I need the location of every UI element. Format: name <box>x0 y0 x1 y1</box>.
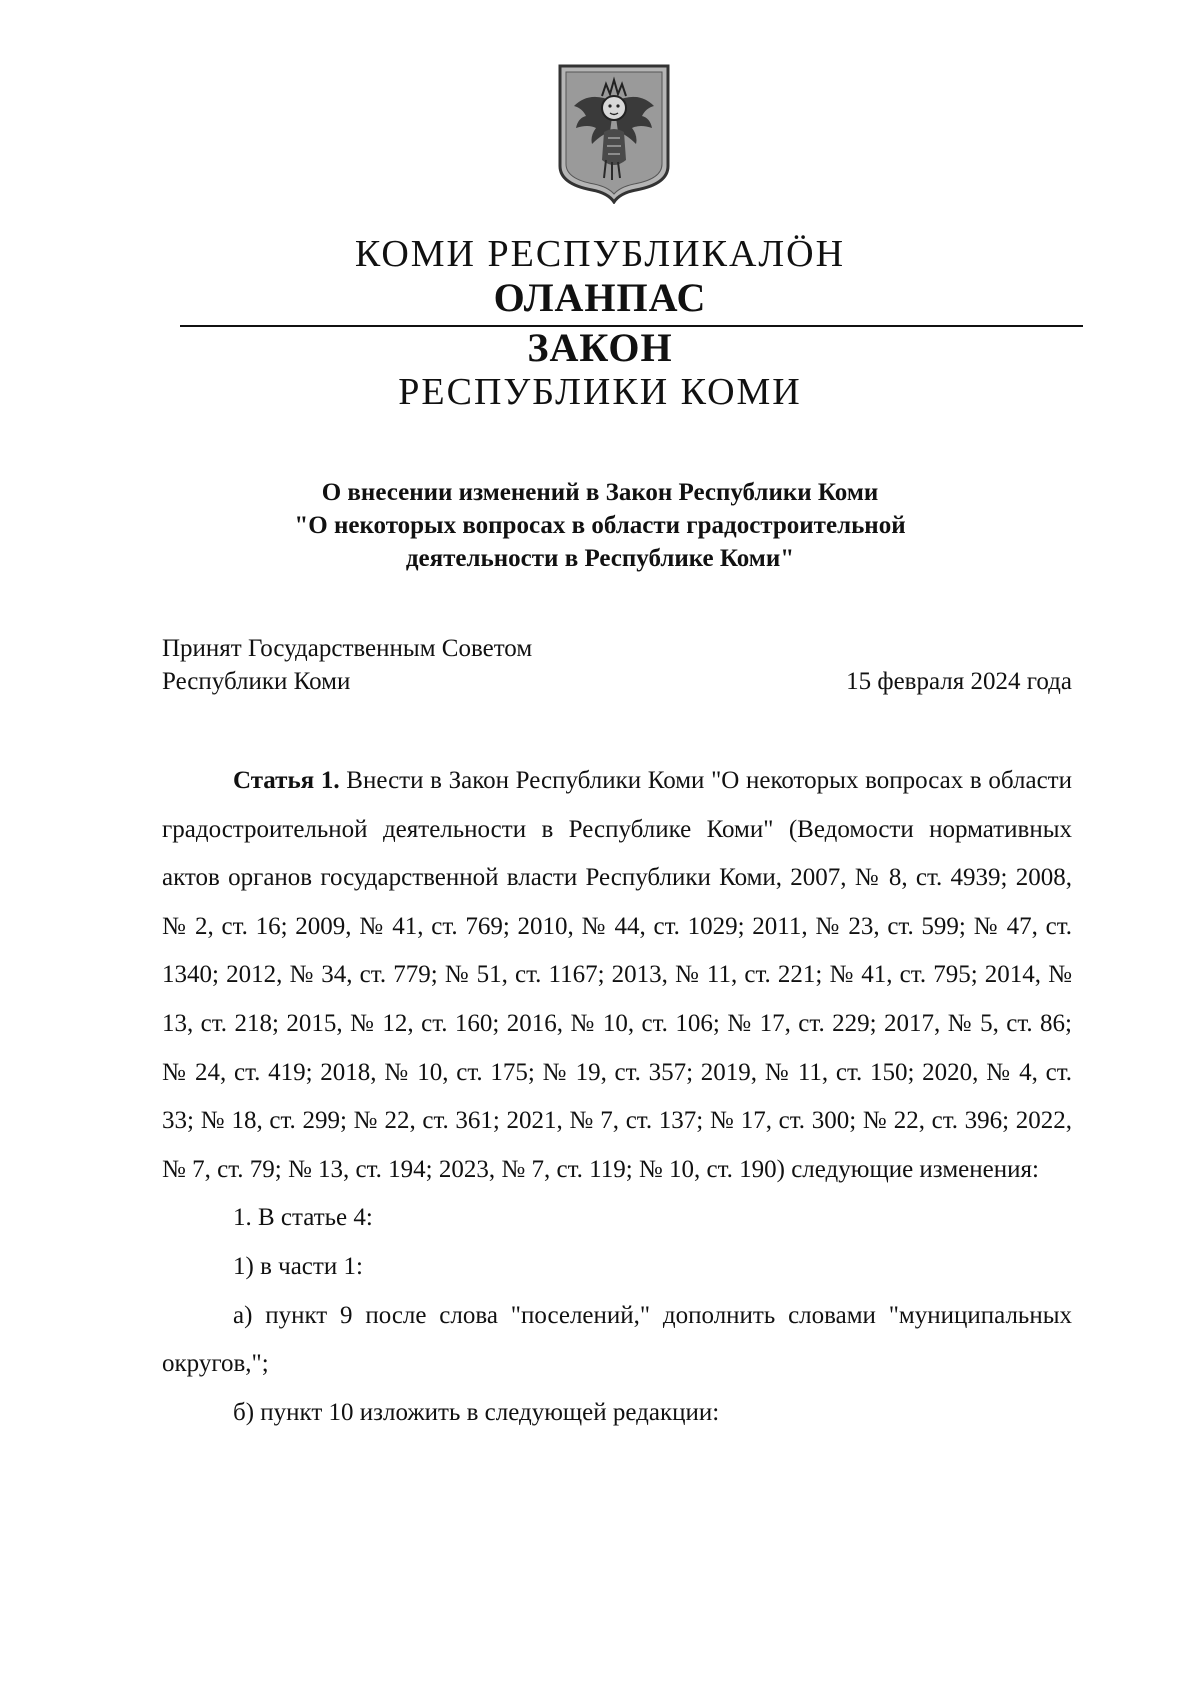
header-republic-line: РЕСПУБЛИКИ КОМИ <box>398 371 802 413</box>
list-item: 1) в части 1: <box>233 1252 363 1280</box>
law-title <box>0 476 1200 575</box>
header-komi-language-line: КОМИ РЕСПУБЛИКАЛӦН <box>354 233 846 275</box>
law-title-line: деятельности в Республике Коми" <box>405 545 795 572</box>
adoption-date: 15 февраля 2024 года <box>846 668 1072 695</box>
law-title-line: О внесении изменений в Закон Республики Коми <box>321 479 879 506</box>
list-item: б) пункт 10 изложить в следующей редакции: <box>233 1398 720 1426</box>
adoption-line: Принят Государственным Советом <box>162 635 533 662</box>
header-zakon: ЗАКОН <box>527 325 673 370</box>
header-olanpas: ОЛАНПАС <box>493 275 707 320</box>
article-text: Внести в Закон Республики Коми "О некоторых вопросах в области градостроительной деятельности в Республике Коми" (Ведомости нормативных актов органов государственной власти Республики Коми, 2007, № 8, ст. 4939; 2008, № 2, ст. 16; 2009, № 41, ст. 769; 2010, № 44, ст. 1029; 2011, № 23, ст. 599; № 47, ст. 1340; 2012, № 34, ст. 779; № 51, ст. 1167; 2013, № 11, ст. 221; № 41, ст. 795; 2014, № 13, ст. 218; 2015, № 12, ст. 160; 2016, № 10, ст. 106; № 17, ст. 229; 2017, № 5, ст. 86; № 24, ст. 419; 2018, № 10, ст. 175; № 19, ст. 357; 2019, № 11, ст. 150; 2020, № 4, ст. 33; № 18, ст. 299; № 22, ст. 361; 2021, № 7, ст. 137; № 17, ст. 300; № 22, ст. 396; 2022, № 7, ст. 79; № 13, ст. 194; 2023, № 7, ст. 119; № 10, ст. 190) следующие изменения: <box>162 767 1072 1183</box>
adoption-line: Республики Коми <box>162 668 351 695</box>
article-label: Статья 1. <box>233 767 340 794</box>
list-item: 1. В статье 4: <box>233 1204 373 1232</box>
list-item: а) пункт 9 после слова "поселений," дополнить словами "муниципальных округов,"; <box>162 1301 1072 1378</box>
law-title-line: "О некоторых вопросах в области градостроительной <box>294 512 906 539</box>
adoption-statement <box>162 632 532 698</box>
law-body <box>162 757 1072 1437</box>
article-1 <box>162 757 1072 1194</box>
komi-coat-of-arms-icon <box>556 62 672 204</box>
